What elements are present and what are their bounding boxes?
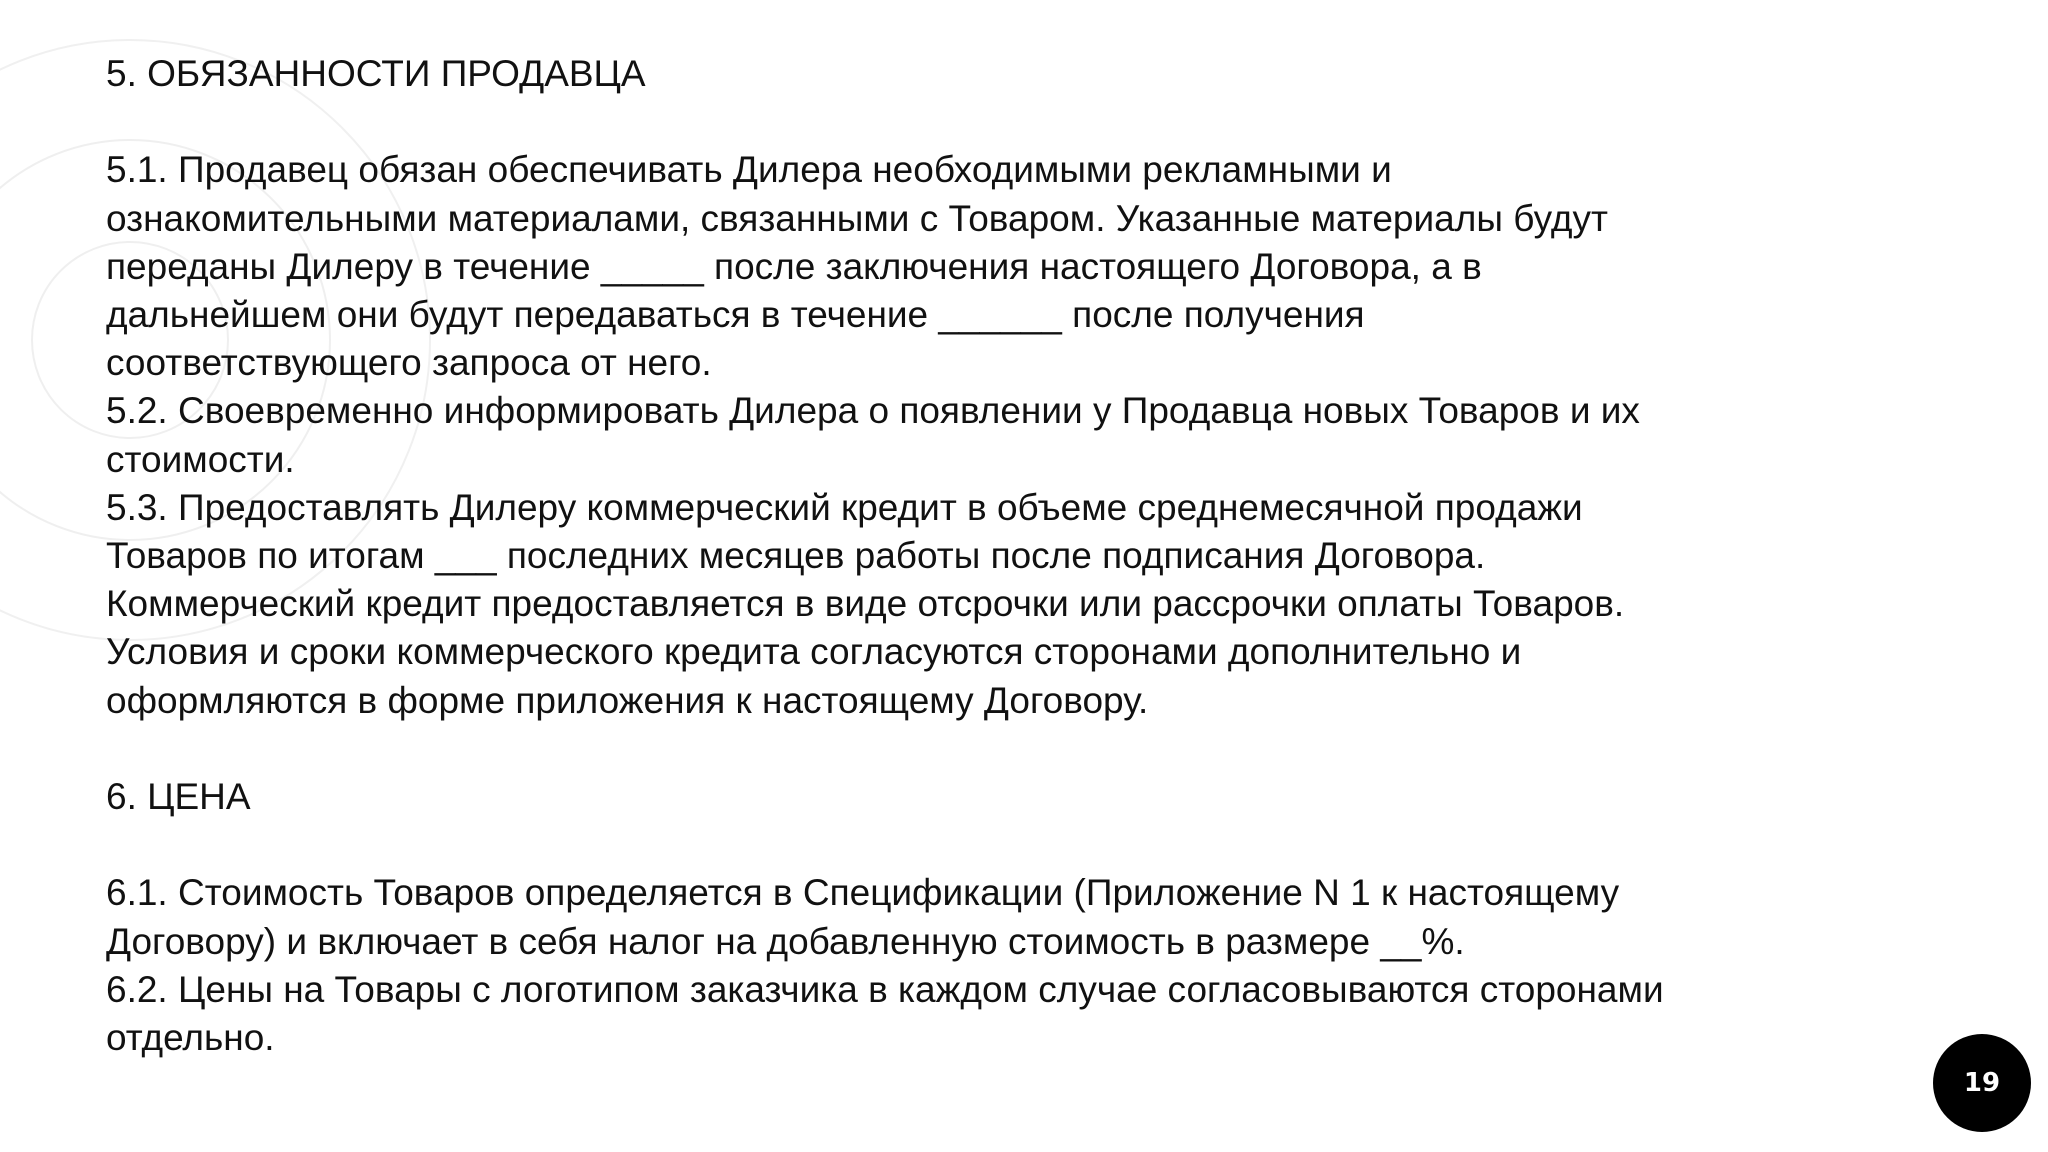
- spacer: [106, 98, 1866, 146]
- spacer: [106, 821, 1866, 869]
- document-body: [106, 50, 1866, 1062]
- section-5-text: 5.1. Продавец обязан обеспечивать Дилера необходимыми рекламными и ознакомительными материалами, связанными с Товаром. Указанные материалы будут переданы Дилеру в течение _____ после заключения настоящего Договора, а в дальнейшем они будут передаваться в течение ______ после получения соответствующего запроса от него. 5.2. Своевременно информировать Дилера о появлении у Продавца новых Товаров и их стоимости. 5.3. Предоставлять Дилеру коммерческий кредит в объеме среднемесячной продажи Товаров по итогам ___ последних месяцев работы после подписания Договора. Коммерческий кредит предоставляется в виде отсрочки или рассрочки оплаты Товаров. Условия и сроки коммерческого кредита согласуются сторонами дополнительно и оформляются в форме приложения к настоящему Договору.: [106, 149, 1640, 721]
- section-6-text: 6.1. Стоимость Товаров определяется в Спецификации (Приложение N 1 к настоящему Договору) и включает в себя налог на добавленную стоимость в размере __%. 6.2. Цены на Товары с логотипом заказчика в каждом случае согласовываются сторонами отдельно.: [106, 872, 1664, 1059]
- page-number-badge: [1933, 1034, 2031, 1132]
- section-5-heading: 5. ОБЯЗАННОСТИ ПРОДАВЦА: [106, 53, 646, 94]
- spacer: [106, 725, 1866, 773]
- section-6-heading: 6. ЦЕНА: [106, 776, 251, 818]
- page-number: 19: [1963, 1068, 2001, 1098]
